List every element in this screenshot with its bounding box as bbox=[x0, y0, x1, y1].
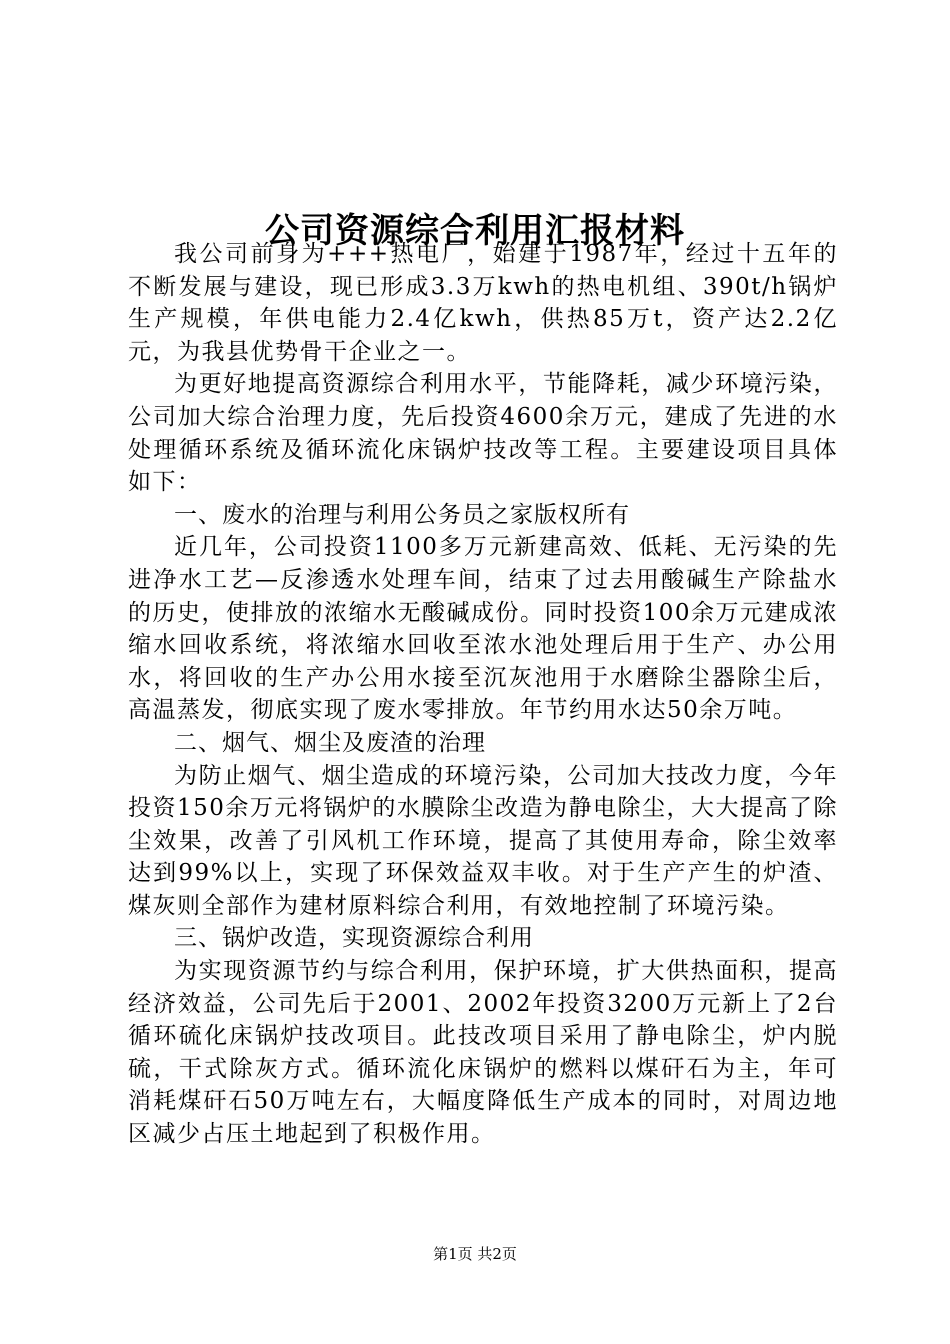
intro-paragraph-2: 为更好地提高资源综合利用水平，节能降耗，减少环境污染，公司加大综合治理力度，先后投资4600余万元，建成了先进的水处理循环系统及循环流化床锅炉技改等工程。主要建设项目具体如下： bbox=[128, 371, 838, 496]
section-paragraph-flue-gas: 为防止烟气、烟尘造成的环境污染，公司加大技改力度，今年投资150余万元将锅炉的水膜除尘改造为静电除尘，大大提高了除尘效果，改善了引风机工作环境，提高了其使用寿命，除尘效率达到99%以上，实现了环保效益双丰收。对于生产产生的炉渣、煤灰则全部作为建材原料综合利用，有效地控制了环境污染。 bbox=[128, 762, 838, 919]
document-body bbox=[128, 238, 838, 1151]
section-heading-flue-gas: 二、烟气、烟尘及废渣的治理 bbox=[174, 729, 486, 756]
page-number-footer: 第1页 共2页 bbox=[433, 1245, 517, 1263]
intro-paragraph-1: 我公司前身为+++热电厂，始建于1987年，经过十五年的不断发展与建设，现已形成3.3万kwh的热电机组、390t/h锅炉生产规模，年供电能力2.4亿kwh，供热85万t，资产达2.2亿元，为我县优势骨干企业之一。 bbox=[128, 241, 838, 365]
section-heading-boiler: 三、锅炉改造，实现资源综合利用 bbox=[174, 925, 534, 952]
section-paragraph-wastewater: 近几年，公司投资1100多万元新建高效、低耗、无污染的先进净水工艺—反渗透水处理车间，结束了过去用酸碱生产除盐水的历史，使排放的浓缩水无酸碱成份。同时投资100余万元建成浓缩水回收系统，将浓缩水回收至浓水池处理后用于生产、办公用水，将回收的生产办公用水接至沉灰池用于水磨除尘器除尘后，高温蒸发，彻底实现了废水零排放。年节约用水达50余万吨。 bbox=[128, 534, 838, 724]
document-title: 公司资源综合利用汇报材料 bbox=[265, 210, 685, 251]
section-paragraph-boiler: 为实现资源节约与综合利用，保护环境，扩大供热面积，提高经济效益，公司先后于2001、2002年投资3200万元新上了2台循环硫化床锅炉技改项目。此技改项目采用了静电除尘，炉内脱硫，干式除灰方式。循环流化床锅炉的燃料以煤矸石为主，年可消耗煤矸石50万吨左右，大幅度降低生产成本的同时，对周边地区减少占压土地起到了积极作用。 bbox=[128, 958, 838, 1148]
section-heading-wastewater: 一、废水的治理与利用公务员之家版权所有 bbox=[174, 501, 630, 528]
